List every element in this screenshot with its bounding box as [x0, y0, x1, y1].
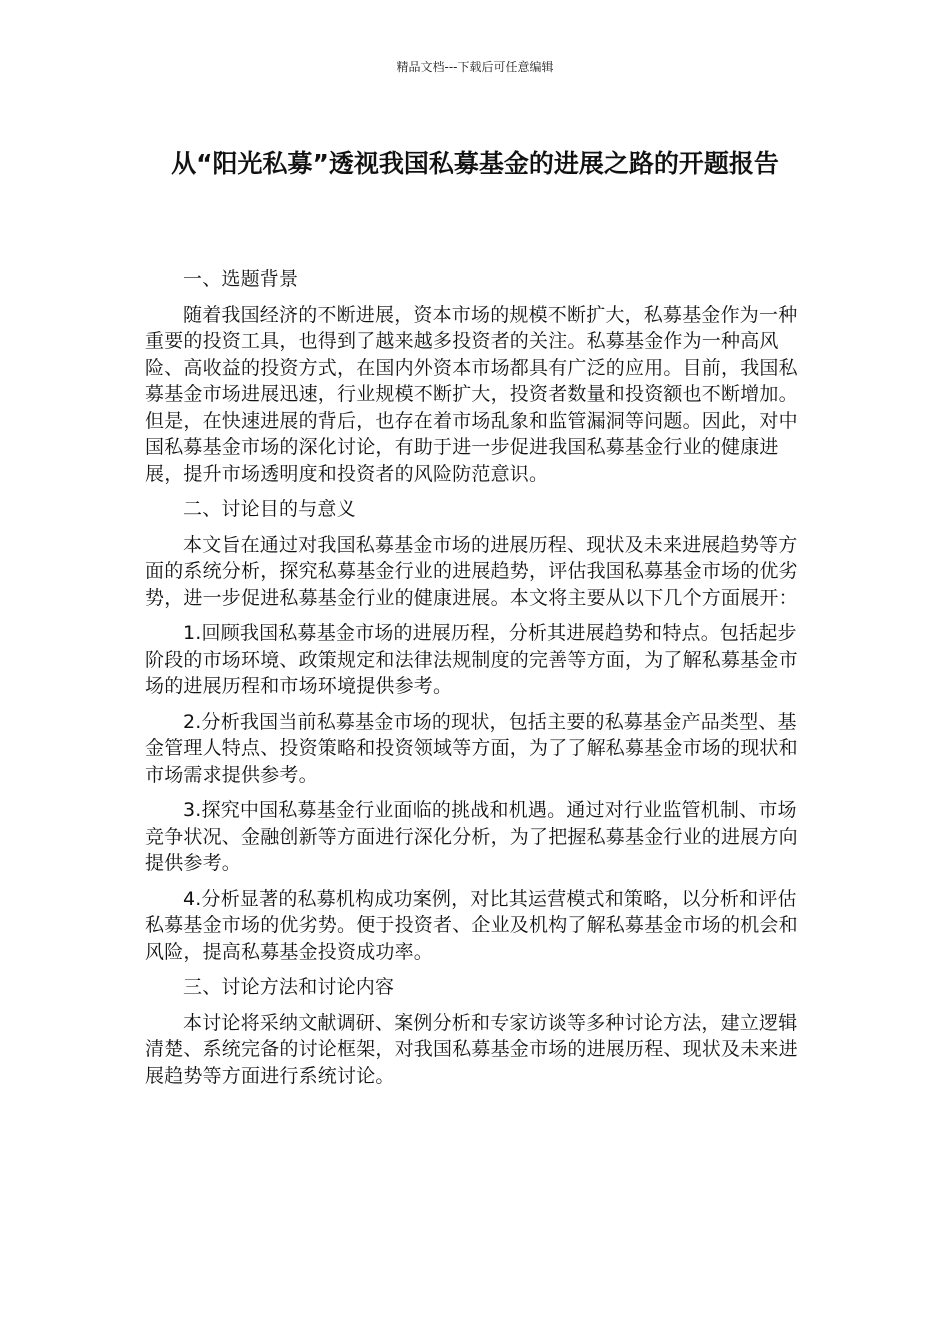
paragraph-methods: 本讨论将采纳文献调研、案例分析和专家访谈等多种讨论方法，建立逻辑清楚、系统完备的讨论框架，对我国私募基金市场的进展历程、现状及未来进展趋势等方面进行系统讨论。	[145, 1011, 798, 1087]
document-title: 从“阳光私募”透视我国私募基金的进展之路的开题报告	[171, 149, 779, 178]
list-item-2: 2.分析我国当前私募基金市场的现状，包括主要的私募基金产品类型、基金管理人特点、投资策略和投资领域等方面，为了了解私募基金市场的现状和市场需求提供参考。	[145, 710, 798, 786]
list-item-4: 4.分析显著的私募机构成功案例，对比其运营模式和策略，以分析和评估私募基金市场的优劣势。便于投资者、企业及机构了解私募基金市场的机会和风险，提高私募基金投资成功率。	[145, 887, 798, 963]
paragraph-purpose-intro: 本文旨在通过对我国私募基金市场的进展历程、现状及未来进展趋势等方面的系统分析，探究私募基金行业的进展趋势，评估我国私募基金市场的优劣势，进一步促进私募基金行业的健康进展。本文将主要从以下几个方面展开：	[145, 533, 798, 609]
paragraph-background: 随着我国经济的不断进展，资本市场的规模不断扩大，私募基金作为一种重要的投资工具，也得到了越来越多投资者的关注。私募基金作为一种高风险、高收益的投资方式，在国内外资本市场都具有广泛的应用。目前，我国私募基金市场进展迅速，行业规模不断扩大，投资者数量和投资额也不断增加。但是，在快速进展的背后，也存在着市场乱象和监管漏洞等问题。因此，对中国私募基金市场的深化讨论，有助于进一步促进我国私募基金行业的健康进展，提升市场透明度和投资者的风险防范意识。	[145, 303, 798, 485]
section-heading-background: 一、选题背景	[183, 268, 299, 290]
document-body	[145, 266, 800, 1098]
list-item-3: 3.探究中国私募基金行业面临的挑战和机遇。通过对行业监管机制、市场竞争状况、金融创新等方面进行深化分析，为了把握私募基金行业的进展方向提供参考。	[145, 799, 798, 874]
list-item-1: 1.回顾我国私募基金市场的进展历程，分析其进展趋势和特点。包括起步阶段的市场环境、政策规定和法律法规制度的完善等方面，为了解私募基金市场的进展历程和市场环境提供参考。	[145, 622, 798, 697]
header-note: 精品文档---下载后可任意编辑	[396, 60, 554, 74]
section-heading-methods: 三、讨论方法和讨论内容	[183, 976, 395, 998]
section-heading-purpose: 二、讨论目的与意义	[183, 498, 356, 520]
